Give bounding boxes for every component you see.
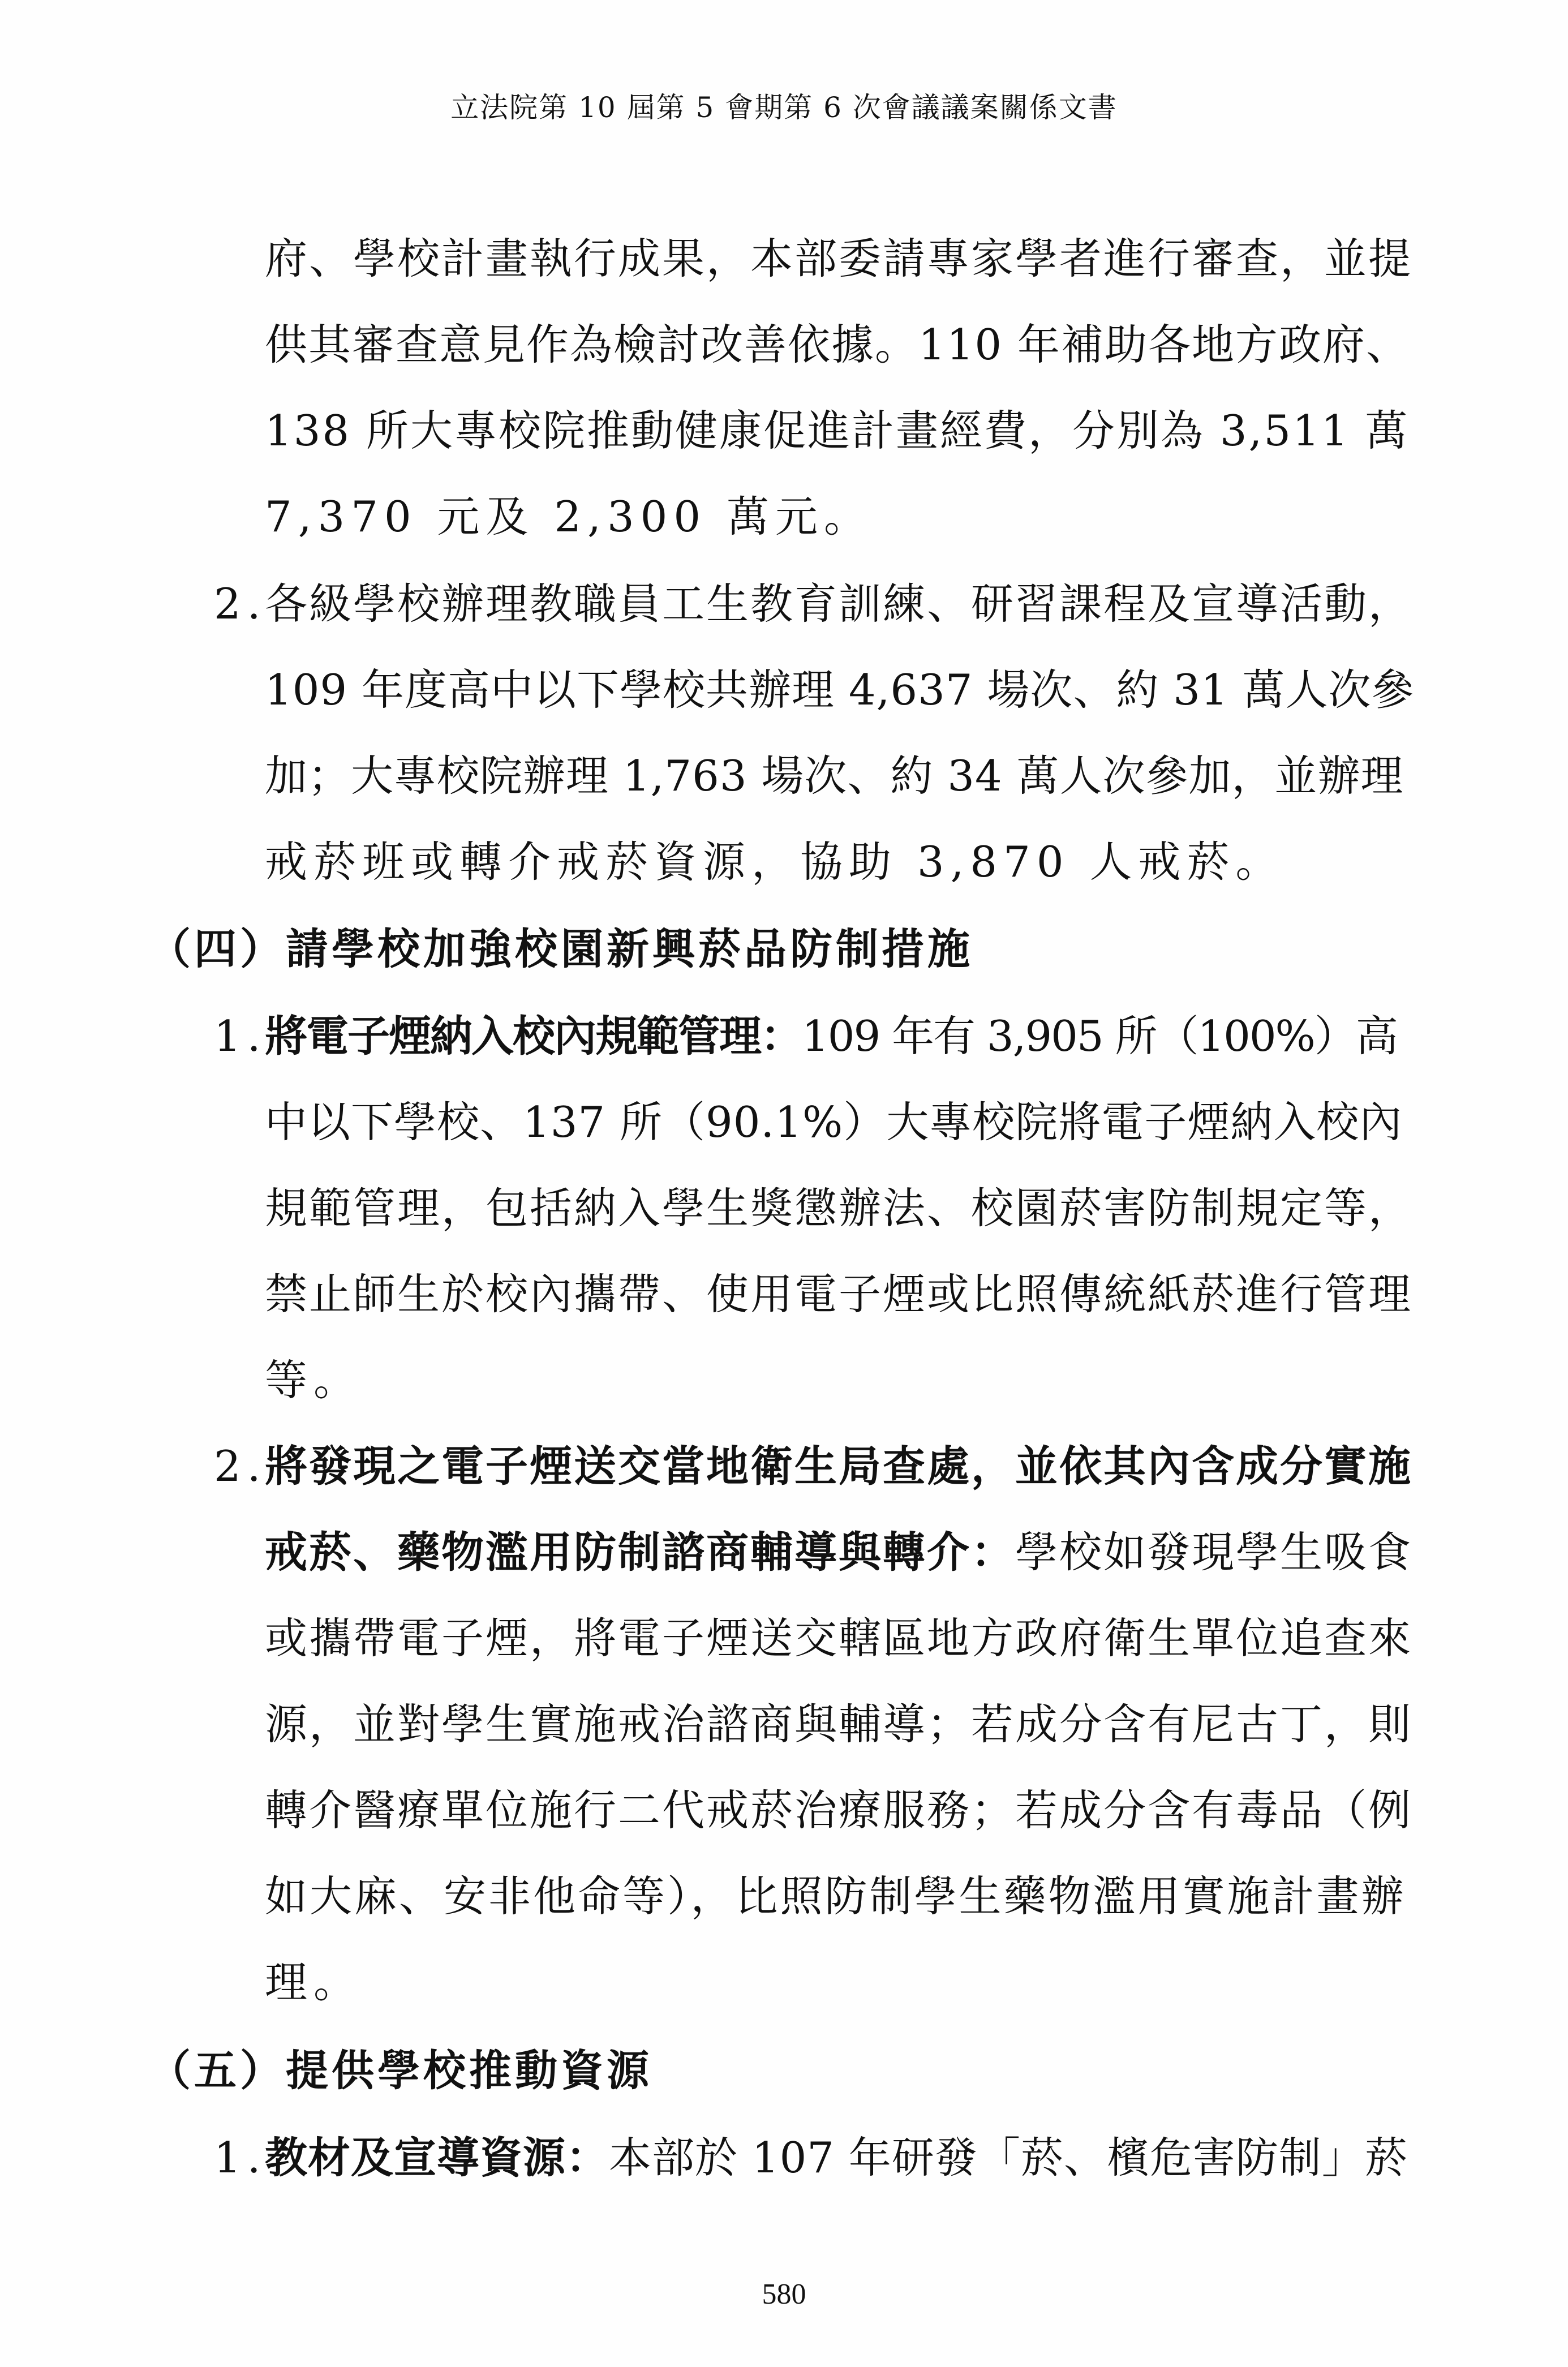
item-text: 學校如發現學生吸食 bbox=[1015, 1527, 1413, 1577]
document-header: 立法院第 10 屆第 5 會期第 6 次會議議案關係文書 bbox=[450, 91, 1118, 124]
item-text: 本部於 107 年研發「菸、檳危害防制」菸 bbox=[609, 2133, 1408, 2183]
text-line: 規範管理，包括納入學生獎懲辦法、校園菸害防制規定等， bbox=[265, 1183, 1413, 1233]
list-number: 1. bbox=[214, 1011, 267, 1061]
list-number: 1. bbox=[214, 2133, 267, 2183]
text-line: 或攜帶電子煙，將電子煙送交轄區地方政府衛生單位追查來 bbox=[265, 1613, 1413, 1663]
item-lead: 教材及宣導資源： bbox=[265, 2133, 609, 2183]
section-heading: （五）提供學校推動資源 bbox=[148, 2046, 653, 2095]
text-line: 理。 bbox=[265, 1957, 363, 2007]
item-lead: 將發現之電子煙送交當地衛生局查處，並依其內含成分實施 bbox=[265, 1441, 1413, 1491]
list-number: 2. bbox=[214, 579, 267, 629]
section-heading: （四）請學校加強校園新興菸品防制措施 bbox=[148, 924, 974, 974]
text-line bbox=[265, 1011, 1397, 1061]
page-number: 580 bbox=[762, 2278, 806, 2310]
text-line: 加；大專校院辦理 1,763 場次、約 34 萬人次參加，並辦理 bbox=[265, 751, 1404, 801]
text-line: 138 所大專校院推動健康促進計畫經費，分別為 3,511 萬 bbox=[265, 406, 1410, 456]
text-line: 如大麻、安非他命等），比照防制學生藥物濫用實施計畫辦 bbox=[265, 1871, 1406, 1921]
text-line: 等。 bbox=[265, 1355, 363, 1405]
text-line: 供其審查意見作為檢討改善依據。110 年補助各地方政府、 bbox=[265, 320, 1410, 370]
text-line: 戒菸班或轉介戒菸資源，協助 3,870 人戒菸。 bbox=[265, 837, 1285, 887]
text-line: 7,370 元及 2,300 萬元。 bbox=[265, 492, 873, 542]
text-line: 府、學校計畫執行成果，本部委請專家學者進行審查，並提 bbox=[265, 234, 1413, 283]
text-line: 源，並對學生實施戒治諮商與輔導；若成分含有尼古丁，則 bbox=[265, 1699, 1413, 1749]
item-text: 109 年有 3,905 所（100%）高 bbox=[802, 1011, 1397, 1061]
item-lead: 將電子煙納入校內規範管理： bbox=[265, 1011, 802, 1061]
text-line: 各級學校辦理教職員工生教育訓練、研習課程及宣導活動， bbox=[265, 579, 1413, 629]
text-line bbox=[265, 1527, 1413, 1577]
text-line: 中以下學校、137 所（90.1%）大專校院將電子煙納入校內 bbox=[265, 1097, 1403, 1147]
text-line: 禁止師生於校內攜帶、使用電子煙或比照傳統紙菸進行管理 bbox=[265, 1269, 1413, 1319]
list-number: 2. bbox=[214, 1441, 267, 1491]
text-line bbox=[265, 2133, 1408, 2183]
text-line: 109 年度高中以下學校共辦理 4,637 場次、約 31 萬人次參 bbox=[265, 665, 1415, 715]
item-lead: 戒菸、藥物濫用防制諮商輔導與轉介： bbox=[265, 1527, 1016, 1577]
text-line: 轉介醫療單位施行二代戒菸治療服務；若成分含有毒品（例 bbox=[265, 1785, 1413, 1835]
